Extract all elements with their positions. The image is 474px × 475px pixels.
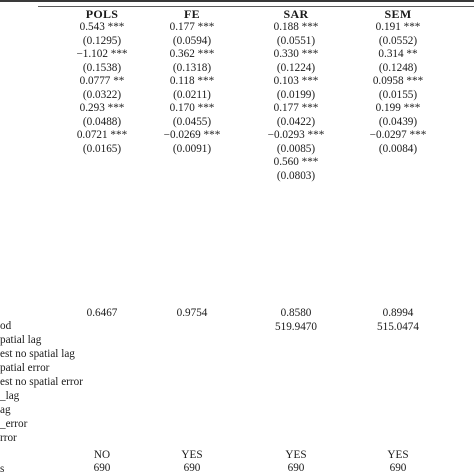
cell-sar-row-2: 0.330 *** bbox=[273, 48, 319, 60]
cell-sar-row-0: 0.188 *** bbox=[273, 21, 319, 33]
cell-sar-row-9: (0.0085) bbox=[276, 142, 316, 155]
cell-fe-row-0: 0.177 *** bbox=[169, 21, 215, 33]
cell-sem-row-0: 0.191 *** bbox=[375, 21, 421, 33]
header-fe: FE bbox=[184, 7, 200, 21]
cell-sar-row-5: (0.0199) bbox=[276, 88, 316, 101]
cell-sar-row-4: 0.103 *** bbox=[273, 75, 319, 87]
header-sar: SAR bbox=[283, 7, 309, 21]
cell-sar-row-1: (0.0551) bbox=[276, 34, 316, 47]
cell-fe-row-1: (0.0594) bbox=[172, 34, 212, 47]
cell-fe-row-7: (0.0455) bbox=[172, 115, 212, 128]
obs-fe: 690 bbox=[183, 462, 201, 474]
cell-sem-row-4: 0.0958 *** bbox=[372, 75, 424, 87]
cell-pols-row-3: (0.1538) bbox=[82, 61, 122, 74]
cell-sem-row-5: (0.0155) bbox=[378, 88, 418, 101]
cell-sar-row-11: (0.0803) bbox=[276, 169, 316, 182]
table-top-rule bbox=[0, 0, 474, 2]
fe-sar: YES bbox=[285, 449, 307, 461]
row-label-rror: rror bbox=[0, 432, 17, 444]
cell-fe-row-5: (0.0211) bbox=[173, 88, 211, 101]
cell-fe-row-9: (0.0091) bbox=[172, 142, 212, 155]
cell-sem-row-6: 0.199 *** bbox=[375, 102, 421, 114]
cell-sem-row-3: (0.1248) bbox=[378, 61, 418, 74]
cell-sar-row-8: −0.0293 *** bbox=[267, 129, 325, 141]
row-label-test-no-spatial-error: est no spatial error bbox=[0, 376, 83, 388]
cell-pols-row-0: 0.543 *** bbox=[79, 21, 125, 33]
cell-pols-row-5: (0.0322) bbox=[82, 88, 122, 101]
cell-sem-row-7: (0.0439) bbox=[378, 115, 418, 128]
row-label-spatial-lag: patial lag bbox=[0, 334, 42, 346]
cell-pols-row-1: (0.1295) bbox=[82, 34, 122, 47]
cell-pols-row-2: −1.102 *** bbox=[76, 48, 128, 60]
fe-pols: NO bbox=[93, 449, 111, 461]
row-label-error: _error bbox=[0, 418, 28, 430]
row-label-s: s bbox=[0, 463, 5, 475]
obs-sar: 690 bbox=[287, 462, 305, 474]
row-label-spatial-error: patial error bbox=[0, 362, 50, 374]
obs-sem: 690 bbox=[389, 462, 407, 474]
r2-sem: 0.8994 bbox=[382, 307, 414, 319]
cell-pols-row-6: 0.293 *** bbox=[79, 102, 125, 114]
cell-sar-row-10: 0.560 *** bbox=[273, 156, 319, 168]
loglik-sem: 515.0474 bbox=[377, 321, 419, 333]
cell-pols-row-4: 0.0777 ** bbox=[79, 75, 125, 87]
cell-fe-row-3: (0.1318) bbox=[172, 61, 212, 74]
r2-fe: 0.9754 bbox=[176, 307, 208, 319]
cell-pols-row-9: (0.0165) bbox=[82, 142, 122, 155]
cell-sem-row-8: −0.0297 *** bbox=[369, 129, 427, 141]
row-label-od: od bbox=[0, 320, 12, 332]
cell-sar-row-6: 0.177 *** bbox=[273, 102, 319, 114]
cell-sem-row-2: 0.314 ** bbox=[378, 48, 418, 60]
cell-sem-row-9: (0.0084) bbox=[378, 142, 418, 155]
fe-fe: YES bbox=[181, 449, 203, 461]
row-label-ag: ag bbox=[0, 404, 11, 416]
cell-sar-row-7: (0.0422) bbox=[276, 115, 316, 128]
r2-sar: 0.8580 bbox=[280, 307, 312, 319]
header-sem: SEM bbox=[384, 7, 412, 21]
cell-fe-row-8: −0.0269 *** bbox=[163, 129, 221, 141]
cell-fe-row-4: 0.118 *** bbox=[169, 75, 215, 87]
r2-pols: 0.6467 bbox=[86, 307, 118, 319]
cell-pols-row-8: 0.0721 *** bbox=[76, 129, 128, 141]
loglik-sar: 519.9470 bbox=[275, 321, 317, 333]
fe-sem: YES bbox=[387, 449, 409, 461]
obs-pols: 690 bbox=[93, 462, 111, 474]
row-label-lag: _lag bbox=[0, 390, 20, 402]
cell-pols-row-7: (0.0488) bbox=[82, 115, 122, 128]
cell-sar-row-3: (0.1224) bbox=[276, 61, 316, 74]
row-label-test-no-spatial-lag: est no spatial lag bbox=[0, 348, 75, 360]
header-pols: POLS bbox=[85, 7, 119, 21]
cell-sem-row-1: (0.0552) bbox=[378, 34, 418, 47]
cell-fe-row-2: 0.362 *** bbox=[169, 48, 215, 60]
cell-fe-row-6: 0.170 *** bbox=[169, 102, 215, 114]
